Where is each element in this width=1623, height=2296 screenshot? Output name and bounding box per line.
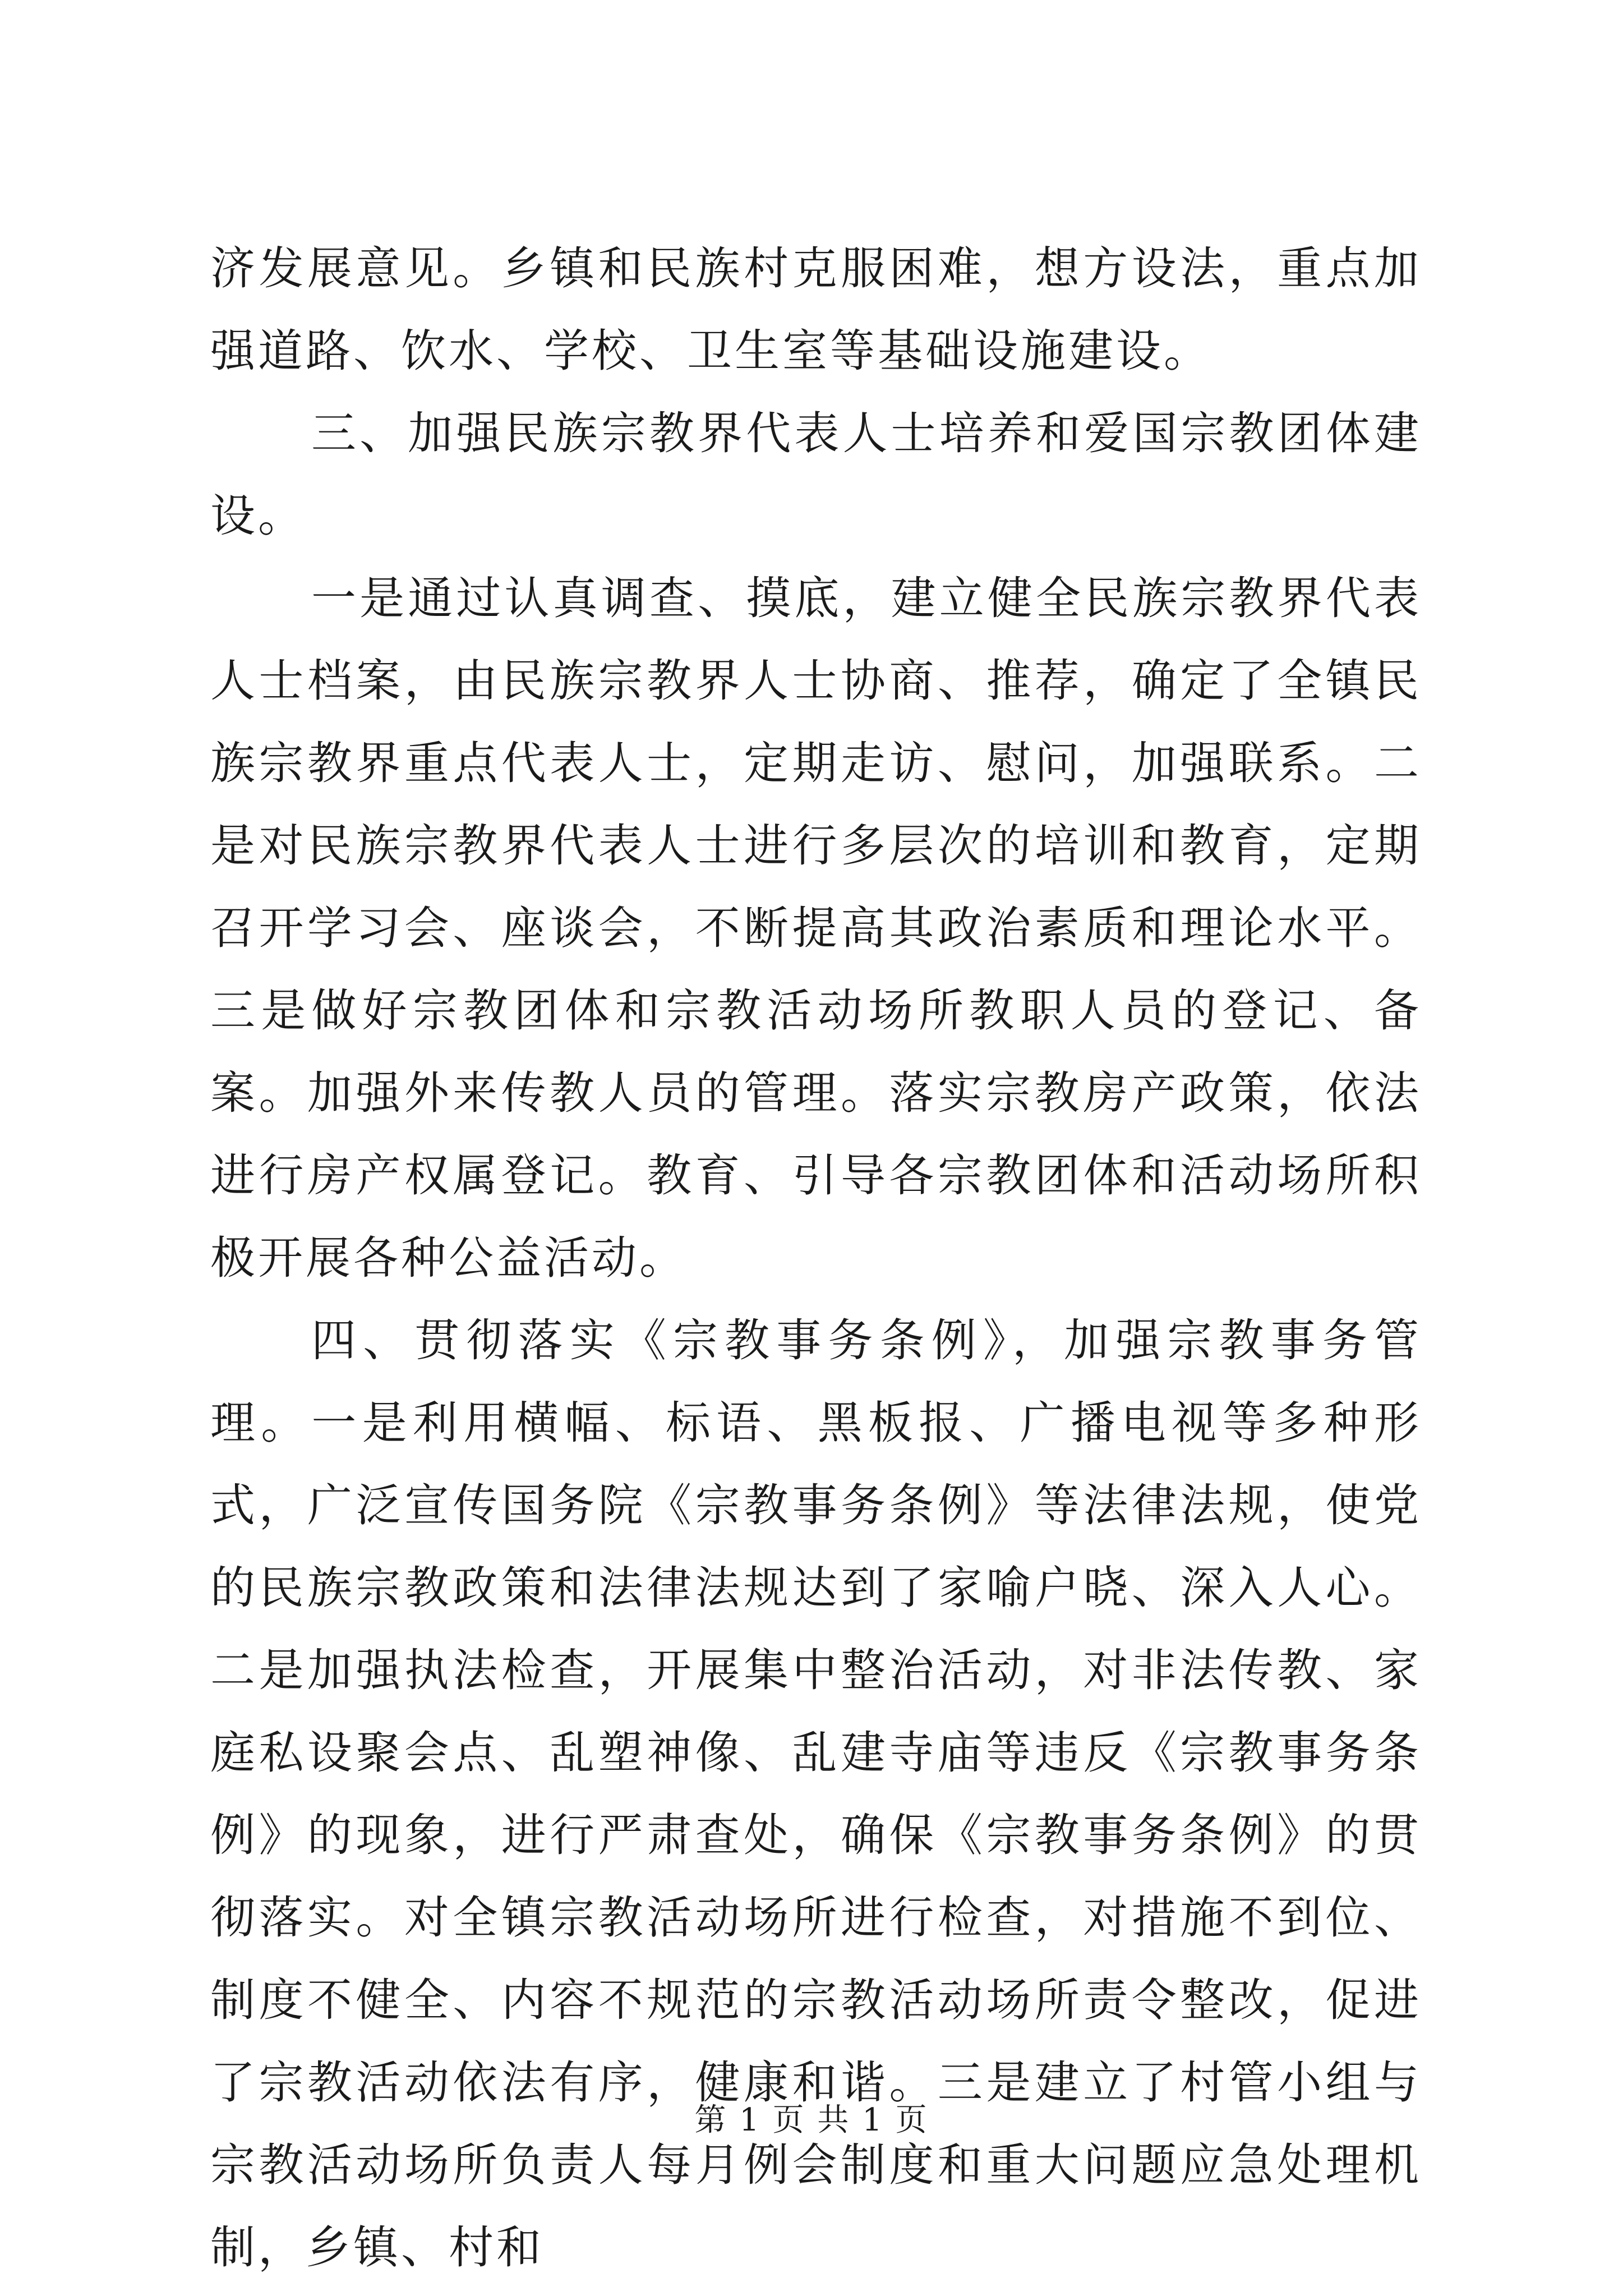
document-body [210, 227, 1422, 2289]
page-footer: 第 1 页 共 1 页 [694, 2102, 929, 2138]
section-heading-four-paragraph: 四、贯彻落实《宗教事务条例》，加强宗教事务管理。一是利用横幅、标语、黑板报、广播电视等多种形式，广泛宣传国务院《宗教事务条例》等法律法规，使党的民族宗教政策和法律法规达到了家喻户晓、深入人心。二是加强执法检查，开展集中整治活动，对非法传教、家庭私设聚会点、乱塑神像、乱建寺庙等违反《宗教事务条例》的现象，进行严肃查处，确保《宗教事务条例》的贯彻落实。对全镇宗教活动场所进行检查，对措施不到位、制度不健全、内容不规范的宗教活动场所责令整改，促进了宗教活动依法有序，健康和谐。三是建立了村管小组与宗教活动场所负责人每月例会制度和重大问题应急处理机制，乡镇、村和 [210, 1314, 1422, 2274]
paragraph-representatives: 一是通过认真调查、摸底，建立健全民族宗教界代表人士档案，由民族宗教界人士协商、推荐，确定了全镇民族宗教界重点代表人士，定期走访、慰问，加强联系。二是对民族宗教界代表人士进行多层次的培训和教育，定期召开学习会、座谈会，不断提高其政治素质和理论水平。三是做好宗教团体和宗教活动场所教职人员的登记、备案。加强外来传教人员的管理。落实宗教房产政策，依法进行房产权属登记。教育、引导各宗教团体和活动场所积极开展各种公益活动。 [210, 572, 1422, 1284]
paragraph-continuation: 济发展意见。乡镇和民族村克服困难，想方设法，重点加强道路、饮水、学校、卫生室等基础设施建设。 [210, 242, 1422, 377]
section-heading-three: 三、加强民族宗教界代表人士培养和爱国宗教团体建设。 [210, 407, 1422, 542]
